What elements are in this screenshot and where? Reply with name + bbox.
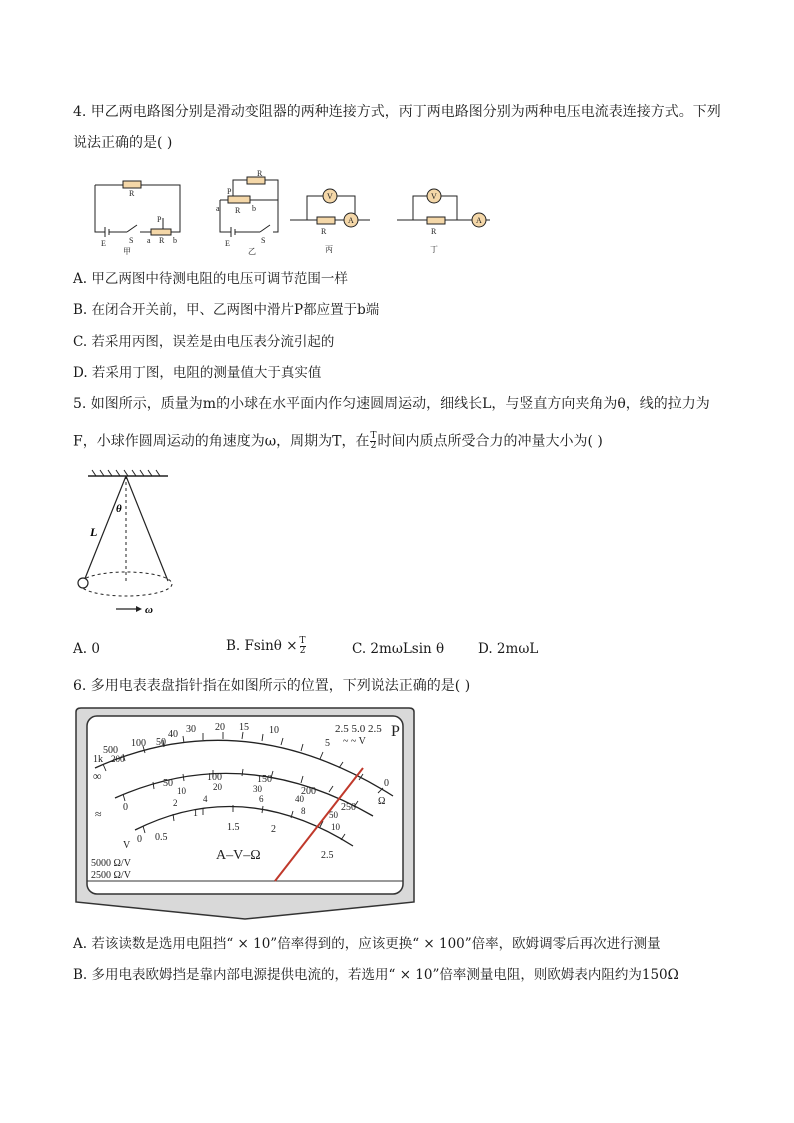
yi-rx-label: R [257, 170, 263, 178]
caption-ding: 丁 [430, 245, 438, 254]
ohm-tick-5: 5 [325, 738, 330, 749]
corner-symbols: ~ ~ V [343, 736, 366, 747]
q4-option-d: D. 若采用丁图，电阻的测量值大于真实值 [73, 365, 322, 381]
corner-ratings: 2.5 5.0 2.5 [335, 723, 382, 735]
ohm-tick-500: 500 [103, 745, 118, 756]
ohm-tick-0: 0 [384, 778, 389, 789]
jia-r-label: R [159, 236, 165, 245]
dc-tick-250: 250 [341, 802, 356, 813]
jia-rx-resistor [123, 181, 141, 188]
mid-tick-10: 10 [177, 786, 186, 796]
meter-spec-2: 2500 Ω/V [91, 870, 131, 881]
jia-p-label: P [157, 215, 162, 224]
mid2-tick-8: 8 [301, 806, 306, 816]
jia-rheostat [151, 229, 171, 235]
mid2-tick-2: 2 [173, 798, 178, 808]
mid2-tick-4: 4 [203, 794, 208, 804]
ding-rx-label: R [431, 227, 437, 236]
q5-stem-line2-b: 时间内质点所受合力的冲量大小为( ) [377, 433, 603, 450]
ball [78, 578, 88, 588]
ohm-tick-30: 30 [186, 724, 196, 735]
dc-tick-100: 100 [207, 772, 222, 783]
mid2-tick-6: 6 [259, 794, 264, 804]
ohm-tick-20: 20 [215, 722, 225, 733]
ac-tick-1-5: 1.5 [227, 822, 240, 833]
dc-tick-200: 200 [301, 786, 316, 797]
ac-tick-0: 0 [137, 834, 142, 845]
mid-tick-40: 40 [295, 794, 304, 804]
bing-rx-label: R [321, 227, 327, 236]
jia-rx-label: R [129, 189, 135, 198]
q5-option-a: A. 0 [73, 641, 100, 657]
q5-stem-line1: 5. 如图所示，质量为m的小球在水平面内作匀速圆周运动，细线长L，与竖直方向夹角为θ，线的拉力为 [73, 396, 710, 412]
yi-rx-resistor [247, 177, 265, 184]
ac-tick-2: 2 [271, 824, 276, 835]
yi-rheostat [228, 196, 250, 203]
q5-option-b [226, 637, 306, 656]
ac-symbol: ≈ [95, 807, 102, 821]
q4-stem-line1: 4. 甲乙两电路图分别是滑动变阻器的两种连接方式，丙丁两电路图分别为两种电压电流表连接方式。下列 [73, 104, 721, 120]
jia-s-label: S [129, 236, 134, 245]
orbit-ellipse [80, 572, 172, 596]
mid-tick-50: 50 [329, 810, 338, 820]
string-right [126, 476, 168, 581]
q5-conical-pendulum-figure [70, 468, 190, 618]
ohm-tick-15: 15 [239, 722, 249, 733]
dc-tick-50: 50 [163, 778, 173, 789]
caption-jia: 甲 [123, 247, 131, 256]
q5-option-c: C. 2mωLsin θ [352, 641, 445, 657]
q4-option-c: C. 若采用丙图，误差是由电压表分流引起的 [73, 334, 335, 350]
meter-title: A–V–Ω [216, 848, 261, 863]
jia-b-label: b [173, 236, 177, 245]
dc-tick-0: 0 [123, 802, 128, 813]
mid2-tick-10: 10 [331, 822, 340, 832]
ding-v-label: V [431, 192, 437, 201]
ac-tick-2-5: 2.5 [321, 850, 334, 861]
ding-rx-resistor [427, 217, 445, 224]
jia-a-label: a [147, 236, 151, 245]
yi-a-label: a [216, 204, 220, 213]
meter-spec-1: 5000 Ω/V [91, 858, 131, 869]
q6-option-a: A. 若该读数是选用电阻挡“ × 10”倍率得到的，应该更换“ × 100”倍率，欧姆调零后再次进行测量 [73, 936, 661, 952]
ohm-tick-50: 50 [156, 737, 166, 748]
label-theta: θ [116, 503, 122, 515]
bing-a-label: A [348, 216, 354, 225]
yi-p-label: P [227, 187, 232, 196]
ohm-tick-100: 100 [131, 738, 146, 749]
ac-tick-0-5: 0.5 [155, 832, 168, 843]
yi-e-label: E [225, 239, 230, 248]
ohm-tick-1k: 1k [93, 754, 103, 765]
corner-p: P [391, 723, 400, 740]
ding-a-label: A [476, 216, 482, 225]
ohm-tick-10: 10 [269, 725, 279, 736]
v-symbol: V [123, 840, 131, 851]
mid-tick-30: 30 [253, 784, 262, 794]
infinity-symbol: ∞ [93, 769, 102, 783]
q4-option-a: A. 甲乙两图中待测电阻的电压可调节范围一样 [73, 271, 348, 287]
ohm-unit-symbol: Ω [378, 796, 386, 807]
dc-tick-150: 150 [257, 774, 272, 785]
ohm-tick-40: 40 [168, 729, 178, 740]
q5-option-b-text: B. Fsinθ × [226, 638, 298, 654]
ohm-tick-200: 200 [111, 754, 125, 764]
q5-option-b-frac-den: 2 [299, 646, 306, 656]
q5-option-d: D. 2mωL [478, 641, 539, 657]
q5-stem-line2 [73, 432, 603, 451]
label-L: L [90, 525, 98, 539]
yi-b-label: b [252, 204, 256, 213]
q5-stem-line2-a: F，小球作圆周运动的角速度为ω，周期为T，在 [73, 433, 370, 450]
q6-option-b: B. 多用电表欧姆挡是靠内部电源提供电流的，若选用“ × 10”倍率测量电阻，则欧姆表内阻约为150Ω [73, 967, 679, 983]
q5-frac-den: 2 [370, 441, 377, 451]
q5-frac-num: T [370, 431, 377, 441]
bing-rx-resistor [317, 217, 335, 224]
caption-bing: 丙 [325, 245, 333, 254]
q5-option-b-frac-num: T [299, 636, 306, 646]
label-omega: ω [145, 604, 153, 616]
q4-circuit-figure [85, 170, 515, 260]
jia-e-label: E [101, 239, 106, 248]
q5-option-b-fraction [300, 637, 306, 656]
q4-option-b: B. 在闭合开关前，甲、乙两图中滑片P都应置于b端 [73, 302, 380, 318]
multimeter-dial [73, 706, 418, 921]
yi-r-label: R [235, 206, 241, 215]
mid-tick-20: 20 [213, 782, 222, 792]
ac-tick-1: 1 [193, 808, 198, 819]
q4-stem-line2: 说法正确的是( ) [73, 135, 173, 151]
q6-stem: 6. 多用电表表盘指针指在如图所示的位置，下列说法正确的是( ) [73, 678, 471, 694]
bing-v-label: V [327, 192, 333, 201]
q5-fraction [370, 432, 376, 451]
caption-yi: 乙 [248, 247, 256, 256]
yi-s-label: S [261, 236, 266, 245]
